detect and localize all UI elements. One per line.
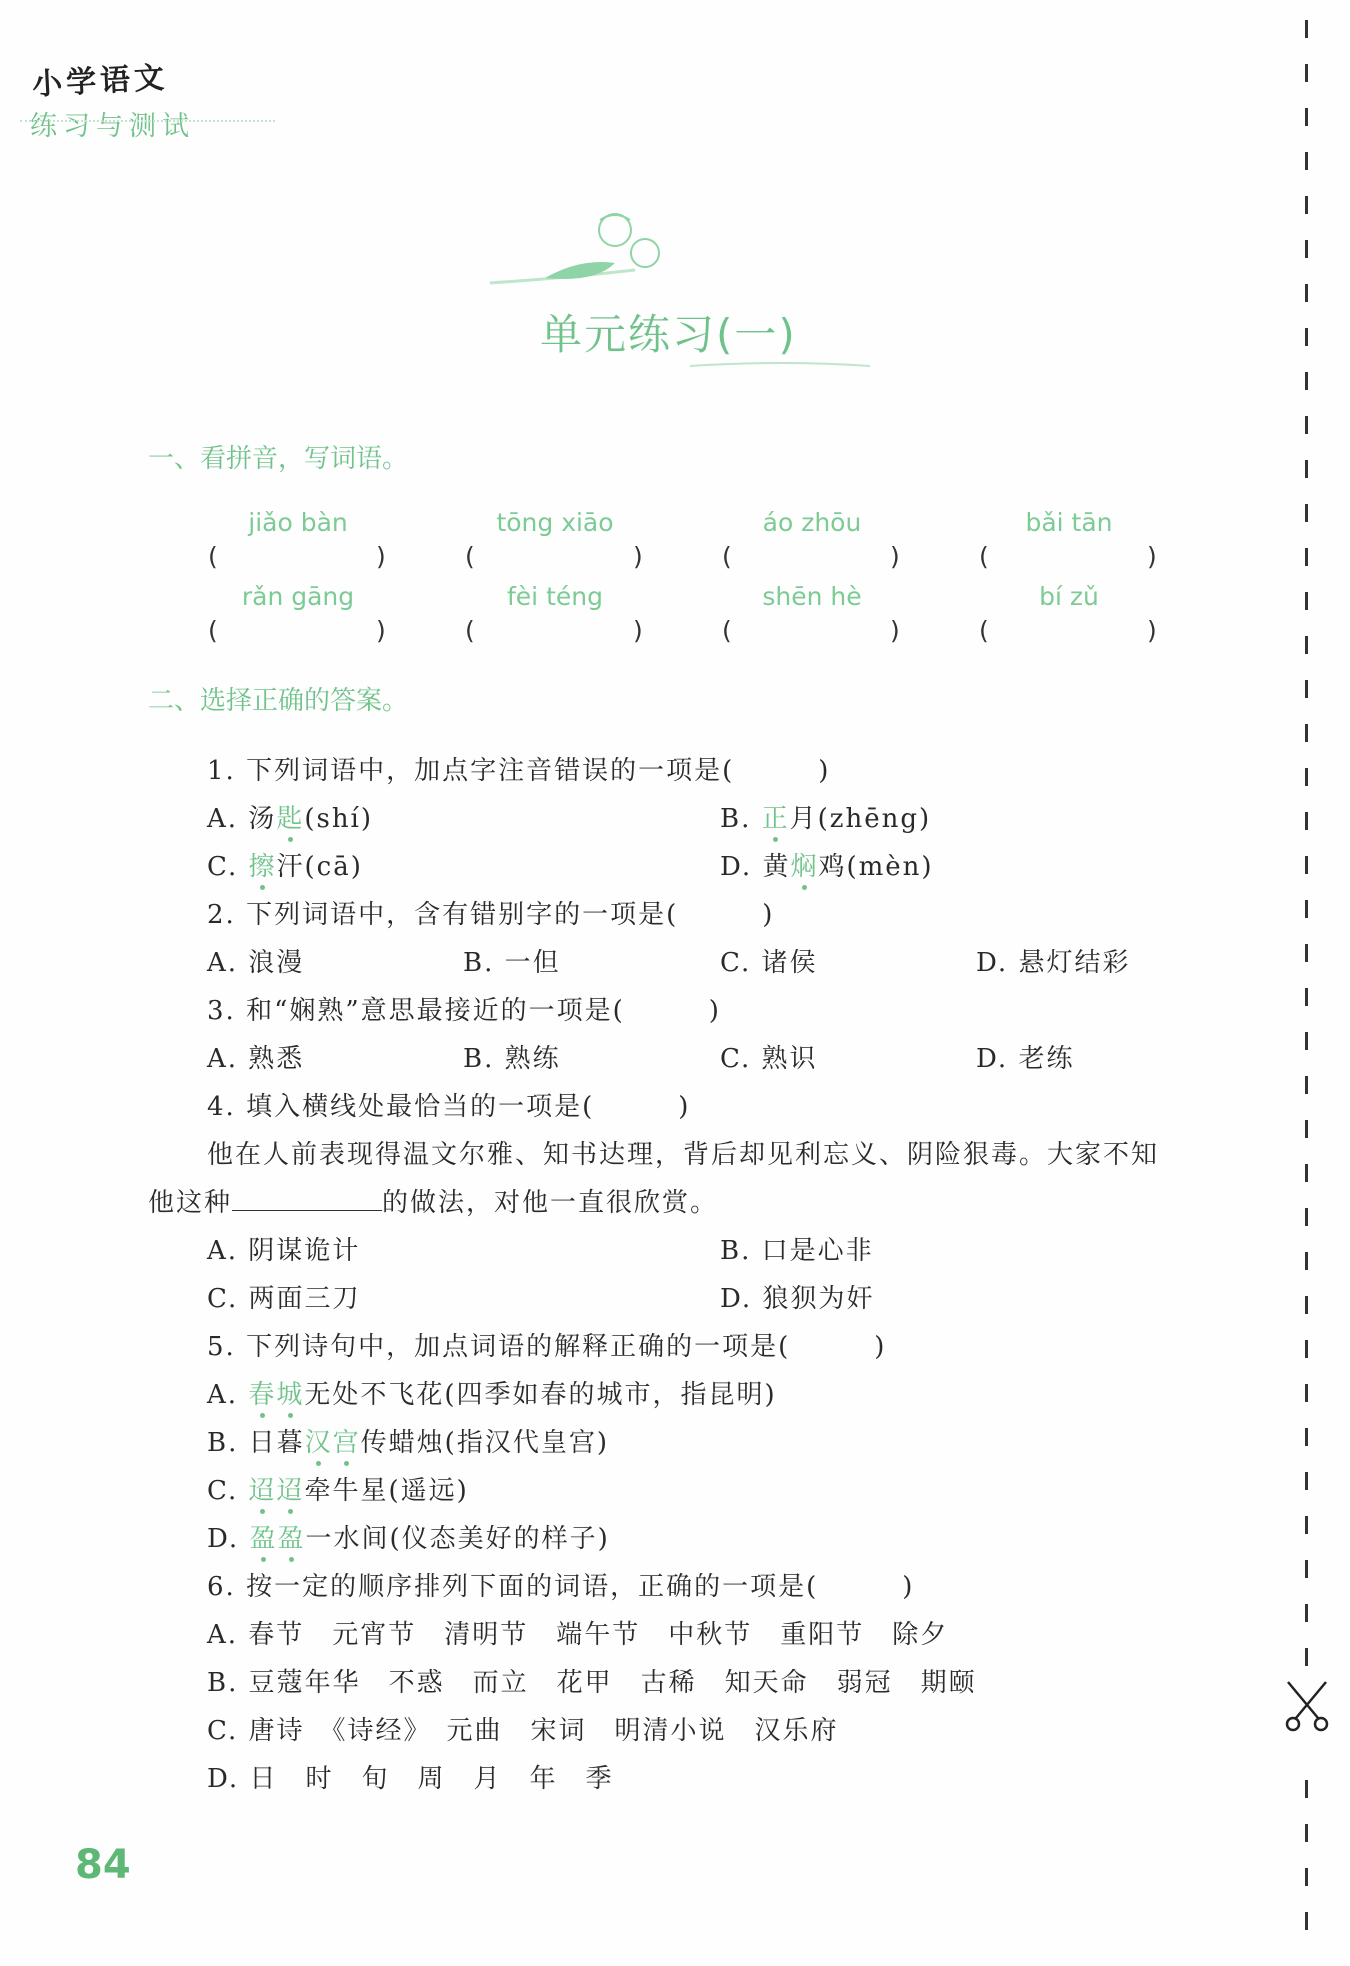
question-5-stem: 5. 下列诗句中，加点词语的解释正确的一项是( )	[207, 1332, 887, 1362]
cut-line-dash	[1305, 20, 1308, 38]
q2-option-a: A. 浪漫	[207, 948, 305, 978]
q6-option-a: A. 春节 元宵节 清明节 端午节 中秋节 重阳节 除夕	[207, 1620, 949, 1650]
q5-option-b: B. 日暮汉宫传蜡烛(指汉代皇宫)	[207, 1428, 609, 1458]
q3-option-a: A. 熟悉	[207, 1044, 305, 1074]
pinyin-item: bǎi tān	[1025, 508, 1113, 537]
answer-box-open: (	[208, 616, 218, 645]
section1-heading: 一、看拼音，写词语。	[148, 444, 409, 474]
cut-line-dash	[1305, 636, 1308, 654]
answer-box-open: (	[979, 542, 989, 571]
cut-line-dash	[1305, 1032, 1308, 1050]
cut-line-dash	[1305, 1648, 1308, 1666]
cut-line-dash	[1305, 1912, 1308, 1930]
pinyin-item: tōng xiāo	[496, 508, 614, 537]
q5-option-a: A. 春城无处不飞花(四季如春的城市，指昆明)	[207, 1380, 777, 1410]
answer-box-close: )	[633, 542, 643, 571]
cut-line-dash	[1305, 284, 1308, 302]
cut-line-dash	[1305, 504, 1308, 522]
cut-line-dash	[1305, 944, 1308, 962]
cut-line-dash	[1305, 328, 1308, 346]
cut-line-dash	[1305, 1604, 1308, 1622]
answer-box-close: )	[1147, 616, 1157, 645]
question-2-stem: 2. 下列词语中，含有错别字的一项是( )	[207, 900, 775, 930]
cut-line-dash	[1305, 1076, 1308, 1094]
cut-line-dash	[1305, 1428, 1308, 1446]
q2-option-c: C. 诸侯	[720, 948, 818, 978]
q5-option-d: D. 盈盈一水间(仪态美好的样子)	[207, 1524, 610, 1554]
q4-option-b: B. 口是心非	[720, 1236, 874, 1266]
pinyin-item: shēn hè	[762, 582, 862, 611]
cut-line-dash	[1305, 680, 1308, 698]
cut-line-dash	[1305, 240, 1308, 258]
cut-line-dash	[1305, 1208, 1308, 1226]
q4-option-d: D. 狼狈为奸	[720, 1284, 875, 1314]
answer-box-close: )	[890, 616, 900, 645]
cut-line-dash	[1305, 152, 1308, 170]
cut-line-dash	[1305, 1560, 1308, 1578]
q4-passage-line1: 他在人前表现得温文尔雅、知书达理，背后却见利忘义、阴险狠毒。大家不知	[207, 1140, 1160, 1170]
cut-line-dash	[1305, 108, 1308, 126]
brand-subtitle: 练习与测试	[30, 111, 195, 142]
cut-line-dash	[1305, 1120, 1308, 1138]
brand-title: 小学语文	[31, 60, 170, 103]
cut-line-dash	[1305, 768, 1308, 786]
cut-line-dash	[1305, 592, 1308, 610]
cut-line-dash	[1305, 1516, 1308, 1534]
cut-line-dash	[1305, 64, 1308, 82]
q6-option-c: C. 唐诗 《诗经》 元曲 宋词 明清小说 汉乐府	[207, 1716, 839, 1746]
cut-line-dash	[1305, 988, 1308, 1006]
cut-line-dash	[1305, 372, 1308, 390]
cut-line-dash	[1305, 1164, 1308, 1182]
brand-divider	[20, 120, 275, 122]
children-illustration	[485, 208, 715, 298]
q6-option-d: D. 日 时 旬 周 月 年 季	[207, 1764, 614, 1794]
q1-option-a: A. 汤匙(shí)	[207, 804, 374, 834]
cut-line-dash	[1305, 460, 1308, 478]
cut-line-dash	[1305, 1472, 1308, 1490]
answer-box-open: (	[208, 542, 218, 571]
question-3-stem: 3. 和“娴熟”意思最接近的一项是( )	[207, 996, 721, 1026]
q3-option-c: C. 熟识	[720, 1044, 818, 1074]
pinyin-item: fèi téng	[507, 582, 603, 611]
q4-option-a: A. 阴谋诡计	[207, 1236, 361, 1266]
cut-line-dash	[1305, 812, 1308, 830]
q1-option-c: C. 擦汗(cā)	[207, 852, 363, 882]
answer-box-close: )	[376, 542, 386, 571]
answer-box-open: (	[722, 616, 732, 645]
cut-line-dash	[1305, 1384, 1308, 1402]
cut-line-dash	[1305, 196, 1308, 214]
fill-blank	[232, 1184, 382, 1211]
cut-line-dash	[1305, 548, 1308, 566]
q4-option-c: C. 两面三刀	[207, 1284, 361, 1314]
question-4-stem: 4. 填入横线处最恰当的一项是( )	[207, 1092, 691, 1122]
q3-option-d: D. 老练	[976, 1044, 1075, 1074]
cut-line-dash	[1305, 416, 1308, 434]
pinyin-item: rǎn gāng	[241, 582, 355, 611]
q5-option-c: C. 迢迢牵牛星(遥远)	[207, 1476, 469, 1506]
cut-line-dash	[1305, 1296, 1308, 1314]
section2-heading: 二、选择正确的答案。	[148, 686, 409, 716]
question-6-stem: 6. 按一定的顺序排列下面的词语，正确的一项是( )	[207, 1572, 915, 1602]
q1-option-d: D. 黄焖鸡(mèn)	[720, 852, 934, 882]
answer-box-open: (	[722, 542, 732, 571]
cut-line-dash	[1305, 900, 1308, 918]
cut-line-dash	[1305, 1824, 1308, 1842]
pinyin-item: jiǎo bàn	[248, 508, 348, 537]
answer-box-open: (	[979, 616, 989, 645]
answer-box-close: )	[376, 616, 386, 645]
cut-line-dash	[1305, 856, 1308, 874]
cut-line-dash	[1305, 1340, 1308, 1358]
title-underline	[690, 360, 870, 370]
q3-option-b: B. 熟练	[463, 1044, 561, 1074]
q2-option-d: D. 悬灯结彩	[976, 948, 1131, 978]
q1-option-b: B. 正月(zhēng)	[720, 804, 932, 834]
question-1-stem: 1. 下列词语中，加点字注音错误的一项是( )	[207, 756, 831, 786]
q4-passage-line2: 他这种 的做法，对他一直很欣赏。	[148, 1182, 718, 1219]
page-title: 单元练习(一)	[540, 310, 797, 359]
answer-box-open: (	[465, 542, 475, 571]
pinyin-item: bí zǔ	[1039, 582, 1099, 611]
answer-box-close: )	[1147, 542, 1157, 571]
pinyin-item: áo zhōu	[762, 508, 862, 537]
answer-box-close: )	[633, 616, 643, 645]
cut-line-dash	[1305, 1868, 1308, 1886]
cut-line-dash	[1305, 1780, 1308, 1798]
page-number: 84	[75, 1842, 131, 1888]
q6-option-b: B. 豆蔻年华 不惑 而立 花甲 古稀 知天命 弱冠 期颐	[207, 1668, 977, 1698]
q2-option-b: B. 一但	[463, 948, 561, 978]
answer-box-close: )	[890, 542, 900, 571]
answer-box-open: (	[465, 616, 475, 645]
cut-line-dash	[1305, 724, 1308, 742]
scissors-icon	[1282, 1678, 1332, 1733]
cut-line-dash	[1305, 1252, 1308, 1270]
